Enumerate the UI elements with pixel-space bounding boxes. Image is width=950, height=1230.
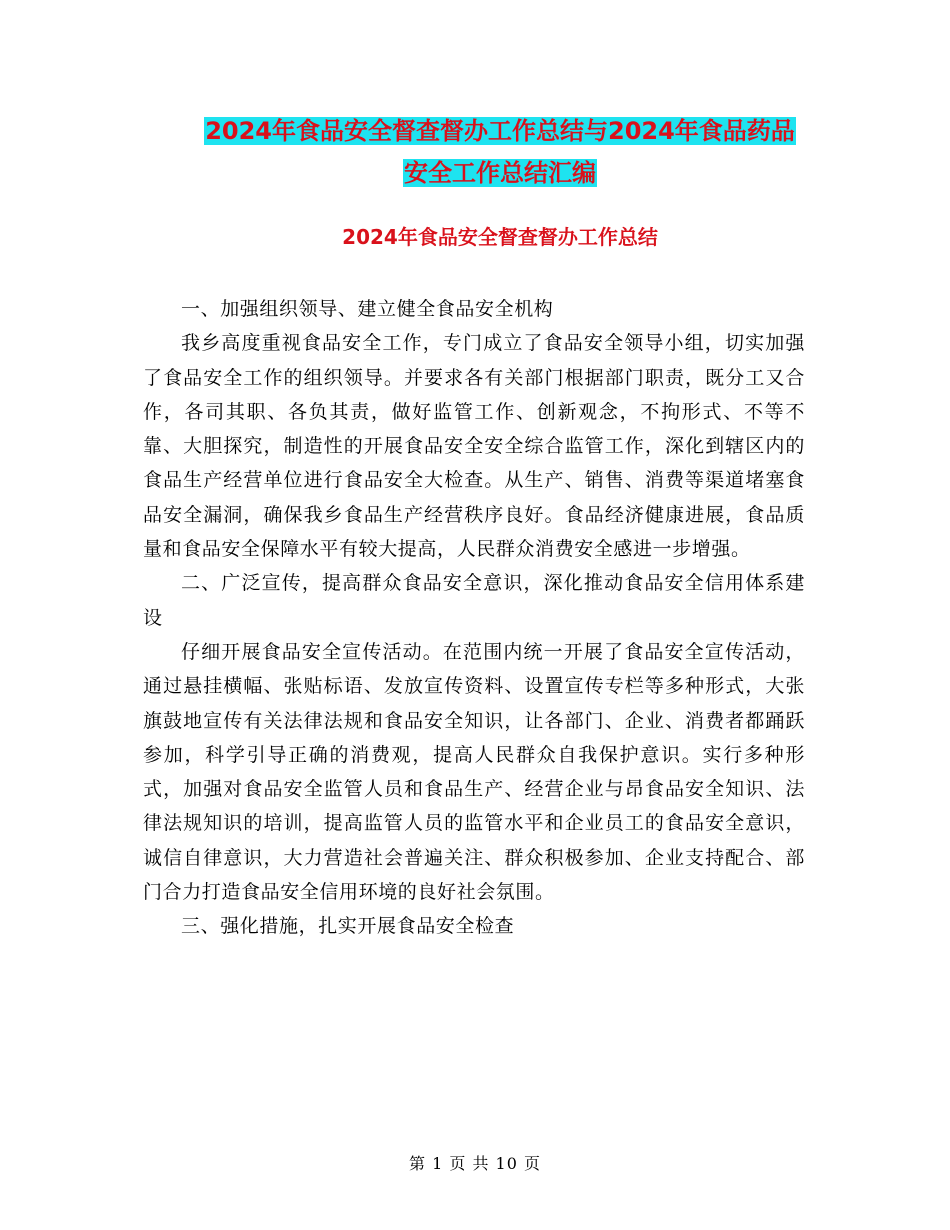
document-title-line-2: 安全工作总结汇编 (404, 159, 596, 187)
heading-3: 三、强化措施，扎实开展食品安全检查 (181, 915, 515, 938)
section-title: 2024年食品安全督查督办工作总结 (342, 225, 658, 249)
paragraph-1: 我乡高度重视食品安全工作，专门成立了食品安全领导小组，切实加强了食品安全工作的组织领导。并要求各有关部门根据部门职责，既分工又合作，各司其职、各负其责，做好监管工作、创新观念，不拘形式、不等不靠、大胆探究，制造性的开展食品安全安全综合监管工作，深化到辖区内的食品生产经营单位进行食品安全大检查。从生产、销售、消费等渠道堵塞食品安全漏洞，确保我乡食品生产经营秩序良好。食品经济健康进展，食品质量和食品安全保障水平有较大提高，人民群众消费安全感进一步增强。 (143, 332, 805, 561)
document-title (120, 110, 880, 194)
paragraph-2: 仔细开展食品安全宣传活动。在范围内统一开展了食品安全宣传活动，通过悬挂横幅、张贴标语、发放宣传资料、设置宣传专栏等多种形式，大张旗鼓地宣传有关法律法规和食品安全知识，让各部门、企业、消费者都踊跃参加，科学引导正确的消费观，提高人民群众自我保护意识。实行多种形式，加强对食品安全监管人员和食品生产、经营企业与昂食品安全知识、法律法规知识的培训，提高监管人员的监管水平和企业员工的食品安全意识，诚信自律意识，大力营造社会普遍关注、群众积极参加、企业支持配合、部门合力打造食品安全信用环境的良好社会氛围。 (143, 640, 805, 904)
heading-1: 一、加强组织领导、建立健全食品安全机构 (181, 298, 554, 320)
page-footer: 第 1 页 共 10 页 (409, 1154, 541, 1173)
document-body (143, 292, 805, 944)
heading-2: 二、广泛宣传，提高群众食品安全意识，深化推动食品安全信用体系建设 (143, 572, 805, 629)
document-title-line-1: 2024年食品安全督查督办工作总结与2024年食品药品 (205, 117, 795, 145)
